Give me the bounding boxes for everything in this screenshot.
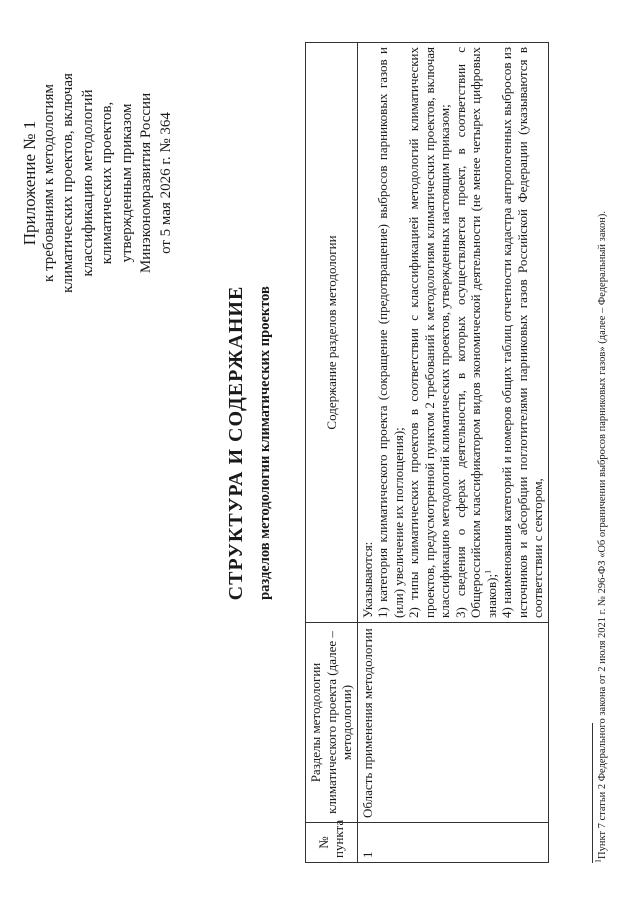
header-content: Содержание разделов методологии bbox=[306, 43, 358, 623]
appendix-line: классификацию методологий bbox=[79, 89, 96, 277]
header-sections: Разделы методологии климатического проекта (далее – методологии) bbox=[306, 623, 358, 823]
row-section: Область применения методологии bbox=[357, 623, 548, 823]
document-title: СТРУКТУРА И СОДЕРЖАНИЕ bbox=[225, 285, 247, 601]
document-subtitle: разделов методологии климатических проектов bbox=[257, 286, 273, 600]
appendix-line: от 5 мая 2026 г. № 364 bbox=[157, 112, 174, 254]
table-header-row bbox=[306, 43, 358, 863]
footnote-mark: 1 bbox=[593, 859, 603, 863]
footnote-text: Пункт 7 статьи 2 Федерального закона от 2 июля 2021 г. № 296-ФЗ «Об ограничении выбросов парниковых газов» (далее – Федеральный закон). bbox=[597, 210, 608, 859]
appendix-block bbox=[20, 23, 176, 343]
row-content bbox=[357, 43, 548, 623]
header-number: № пункта bbox=[306, 823, 358, 863]
table-row bbox=[357, 43, 548, 863]
appendix-line: климатических проектов, включая bbox=[60, 73, 76, 293]
appendix-line: к требованиям к методологиям bbox=[40, 84, 57, 282]
row-number: 1 bbox=[357, 823, 548, 863]
content-item: 1) категория климатического проекта (сокращение (предотвращение) выбросов парниковых газов и (или) увеличение их поглощения); bbox=[375, 47, 406, 618]
footnote bbox=[593, 33, 608, 863]
appendix-line: Приложение № 1 bbox=[20, 120, 39, 246]
content-item-text: 3) сведения о сферах деятельности, в которых осуществляется проект, в соответствии с Общероссийским классификатором видов экономической деятельности (не менее четырех цифровых знаков); bbox=[452, 47, 499, 618]
footnote-divider bbox=[592, 723, 593, 863]
methodology-structure-table bbox=[305, 42, 549, 863]
content-item: 2) типы климатических проектов в соответствии с классификацией методологий климатических проектов, предусмотренной пунктом 2 требований к методологиям климатических проектов, включая классификацию методологий климатических проектов, утвержденных настоящим приказом; bbox=[406, 47, 452, 618]
appendix-line: утвержденным приказом bbox=[118, 103, 135, 263]
content-item: 4) наименования категорий и номеров общих таблиц отчетности кадастра антропогенных выбросов из источников и абсорбции поглотителями парниковых газов Российской Федерации (указываются в соответствии с сектором, bbox=[499, 47, 545, 618]
appendix-line: Минэкономразвития России bbox=[138, 92, 154, 274]
appendix-line: климатических проектов, bbox=[99, 101, 115, 265]
content-intro: Указываются: bbox=[359, 541, 375, 618]
footnote-reference: 1 bbox=[483, 569, 493, 574]
content-item bbox=[453, 47, 500, 618]
